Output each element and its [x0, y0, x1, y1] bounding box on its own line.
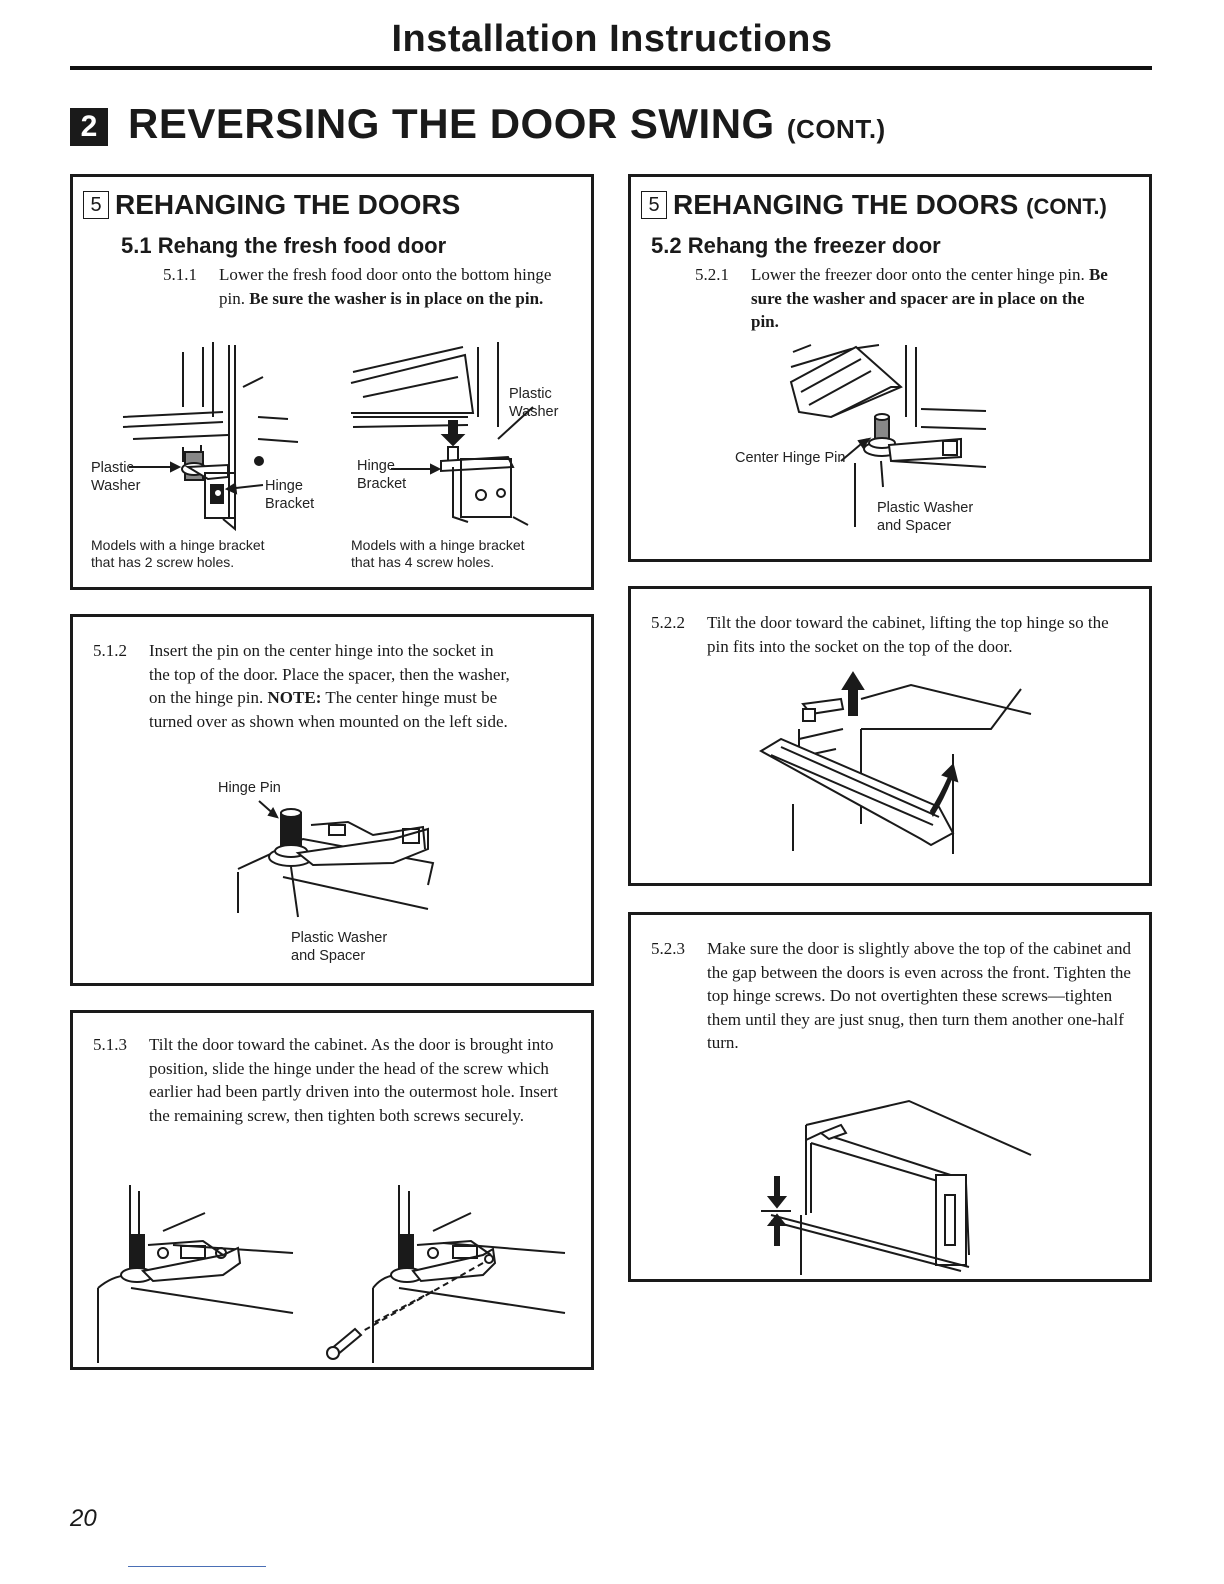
step-text: Tilt the door toward the cabinet, lifting the top hinge so the pin fits into the socket on the top of the door.	[707, 613, 1109, 656]
box-step-5-1-2	[70, 614, 594, 986]
label-hinge-bracket-2: Hinge Bracket	[357, 458, 407, 492]
section-title-text: REVERSING THE DOOR SWING	[128, 100, 775, 147]
section-number-badge: 2	[70, 108, 108, 146]
page-header-title: Installation Instructions	[391, 18, 833, 60]
section-title-suffix: (CONT.)	[786, 114, 886, 144]
step-text: Lower the fresh food door onto the bottom hinge pin.	[219, 265, 552, 308]
subsection-title-suffix: (CONT.)	[1026, 194, 1107, 219]
label-plastic-washer-2: Plastic Washer	[509, 386, 559, 420]
step-title: 5.1 Rehang the fresh food door	[121, 233, 447, 258]
note-text: The center hinge must be turned over as shown when mounted on the left side.	[149, 688, 508, 731]
hinge-screws-illustration	[73, 1013, 593, 1368]
label-plastic-washer-1: Plastic Washer	[91, 460, 141, 494]
note-label: NOTE:	[267, 688, 322, 707]
step-number: 5.2.2	[651, 613, 685, 632]
subsection-number: 5	[83, 191, 109, 219]
step-number: 5.1.2	[93, 641, 127, 660]
caption-4-screw-holes: Models with a hinge bracket that has 4 screw holes.	[351, 537, 525, 570]
tilt-freezer-door-illustration	[631, 589, 1151, 887]
step-number: 5.2.3	[651, 939, 685, 958]
step-bold-text: Be sure the washer and spacer are in place on the pin.	[751, 265, 1108, 331]
subsection-title-text: REHANGING THE DOORS	[673, 189, 1019, 220]
step-title: 5.2 Rehang the freezer door	[651, 233, 941, 258]
label-plastic-washer-spacer: Plastic Washer and Spacer	[877, 500, 974, 534]
subsection-number: 5	[641, 191, 667, 219]
box-step-5-1-3	[70, 1010, 594, 1370]
subsection-title-text: REHANGING THE DOORS	[115, 189, 461, 220]
step-text: Lower the freezer door onto the center hinge pin.	[751, 265, 1085, 284]
header-rule	[70, 66, 1152, 70]
footer-link-underline	[128, 1566, 266, 1567]
box-step-5-2-2	[628, 586, 1152, 886]
page-number: 20	[70, 1505, 97, 1532]
box-rehang-fresh-food-door	[70, 174, 594, 590]
label-plastic-washer-spacer: Plastic Washer and Spacer	[291, 930, 388, 964]
hinge-4-holes-illustration	[73, 177, 593, 587]
step-text: Insert the pin on the center hinge into the socket in the top of the door. Place the spacer, then the washer, on the hinge pin.	[149, 641, 510, 707]
section-title	[128, 100, 886, 148]
step-bold-text: Be sure the washer is in place on the pin.	[249, 288, 544, 308]
step-number: 5.2.1	[695, 265, 729, 284]
caption-2-screw-holes: Models with a hinge bracket that has 2 screw holes.	[91, 537, 265, 570]
door-alignment-illustration	[631, 915, 1151, 1283]
box-step-5-2-3	[628, 912, 1152, 1282]
label-hinge-bracket-1: Hinge Bracket	[265, 478, 315, 512]
label-center-hinge-pin: Center Hinge Pin	[735, 450, 846, 466]
box-rehang-freezer-door	[628, 174, 1152, 562]
step-text: Make sure the door is slightly above the top of the cabinet and the gap between the doors is even across the front. Tighten the top hinge screws. Do not overtighten these screws—tighten them until they are just snug, then turn them another one-half turn.	[707, 939, 1131, 1052]
step-text: Tilt the door toward the cabinet. As the door is brought into position, slide the hinge under the head of the screw which earlier had been partly driven into the outermost hole. Insert the remaining screw, then tighten both screws securely.	[149, 1035, 558, 1125]
step-number: 5.1.3	[93, 1035, 127, 1054]
label-hinge-pin: Hinge Pin	[218, 780, 281, 796]
step-number: 5.1.1	[163, 265, 197, 284]
